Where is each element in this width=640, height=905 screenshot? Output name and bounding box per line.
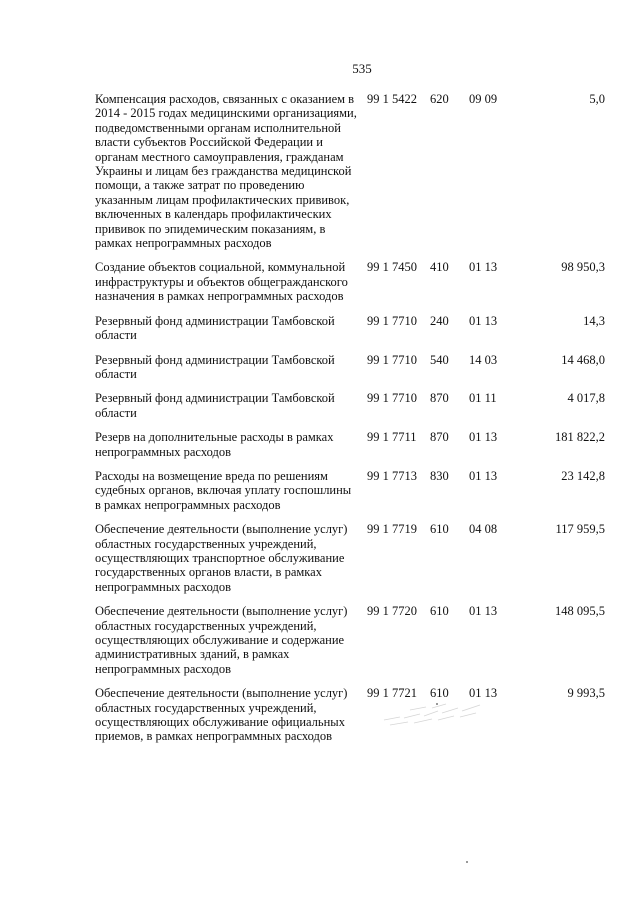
row-description: Резервный фонд администрации Тамбовской области [95,391,335,420]
table-row [95,391,605,420]
row-expense-type: 610 [430,604,449,619]
row-code: 99 1 7450 [367,260,417,275]
budget-table [95,92,605,754]
row-expense-type: 410 [430,260,449,275]
row-code: 99 1 7710 [367,391,417,406]
row-section: 01 13 [469,313,498,328]
row-amount: 5,0 [589,92,605,106]
table-row [95,686,605,744]
row-expense-type: 870 [430,430,449,445]
table-row [95,430,605,459]
row-description: Создание объектов социальной, коммунальной инфраструктуры и объектов общегражданского назначения в рамках непрограммных расходов [95,260,348,304]
row-code: 99 1 7719 [367,522,417,537]
row-code: 99 1 7710 [367,352,417,367]
row-expense-type: 620 [430,92,449,106]
row-amount: 98 950,3 [561,260,605,275]
row-amount: 117 959,5 [555,522,605,537]
table-row [95,469,605,512]
row-amount: 23 142,8 [561,468,605,483]
row-section: 01 13 [469,604,498,619]
row-section: 04 08 [469,522,498,537]
row-code: 99 1 7711 [367,430,417,445]
row-description: Расходы на возмещение вреда по решениям судебных органов, включая уплату госпошлины в рамках непрограммных расходов [95,468,352,512]
page-number: 535 [352,61,372,76]
row-description: Обеспечение деятельности (выполнение услуг) областных государственных учреждений, осуществляющих транспортное обслуживание государственных органов власти, в рамках непрограммных расходов [95,522,348,594]
row-amount: 9 993,5 [567,686,605,701]
table-row [95,92,605,250]
row-expense-type: 610 [430,686,449,701]
row-section: 01 13 [469,260,498,275]
row-description: Резервный фонд администрации Тамбовской области [95,352,335,381]
row-amount: 14 468,0 [561,352,605,367]
row-description: Резерв на дополнительные расходы в рамках непрограммных расходов [95,430,334,459]
row-description: Обеспечение деятельности (выполнение услуг) областных государственных учреждений, осуществляющих обслуживание официальных приемов, в рамках непрограммных расходов [95,686,348,744]
row-amount: 148 095,5 [555,604,605,619]
table-row [95,314,605,343]
row-code: 99 1 7710 [367,313,417,328]
row-expense-type: 870 [430,391,449,406]
row-code: 99 1 7721 [367,686,417,701]
row-section: 01 13 [469,430,498,445]
row-amount: 181 822,2 [555,430,605,445]
faint-stamp-mark [380,700,490,728]
row-code: 99 1 7720 [367,604,417,619]
table-row [95,353,605,382]
table-row [95,260,605,303]
dot-mark [466,861,468,863]
row-expense-type: 540 [430,352,449,367]
row-description: Обеспечение деятельности (выполнение услуг) областных государственных учреждений, осуществляющих обслуживание и содержание административных зданий, в рамках непрограммных расходов [95,604,348,676]
row-code: 99 1 5422 [367,92,417,106]
row-description: Резервный фонд администрации Тамбовской области [95,313,335,343]
row-section: 09 09 [469,92,498,106]
row-description: Компенсация расходов, связанных с оказанием в 2014 - 2015 годах медицинскими организациями, подведомственными органам исполнительной власти субъектов Российской Федерации и органам местного самоуправления, гражданам Украины и лицам без гражданства медицинской помощи, а также затрат по проведению указанным лицам профилактических прививок, включенных в календарь профилактических прививок по эпидемическим показаниям, в рамках непрограммных расходов [95,92,357,251]
row-section: 01 13 [469,468,498,483]
row-section: 01 11 [469,391,497,406]
table-row [95,522,605,594]
row-amount: 4 017,8 [567,391,605,406]
row-section: 01 13 [469,686,498,701]
row-code: 99 1 7713 [367,468,417,483]
row-expense-type: 610 [430,522,449,537]
row-section: 14 03 [469,352,498,367]
dot-mark [436,703,438,705]
row-expense-type: 240 [430,313,449,328]
row-expense-type: 830 [430,468,449,483]
row-amount: 14,3 [583,313,605,328]
table-row [95,604,605,676]
